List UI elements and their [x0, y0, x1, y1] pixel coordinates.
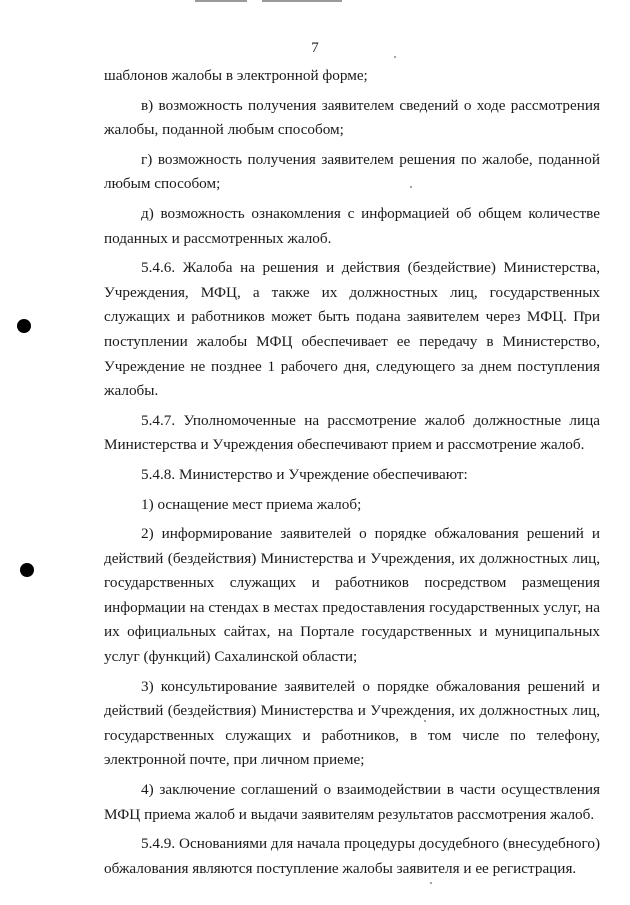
punch-hole-icon — [20, 563, 34, 577]
paragraph: 4) заключение соглашений о взаимодействии в части осуществления МФЦ приема жалоб и выдачи заявителям результатов рассмотрения жалоб. — [104, 781, 600, 823]
paragraph: 5.4.8. Министерство и Учреждение обеспечивают: — [141, 465, 468, 483]
document-body — [104, 64, 600, 886]
paragraph: в) возможность получения заявителем сведений о ходе рассмотрения жалобы, поданной любым способом; — [104, 96, 600, 139]
paragraph: г) возможность получения заявителем решения по жалобе, поданной любым способом; — [104, 150, 600, 193]
paragraph: 5.4.7. Уполномоченные на рассмотрение жалоб должностные лица Министерства и Учреждения обеспечивают прием и рассмотрение жалоб. — [104, 411, 600, 454]
paragraph: 1) оснащение мест приема жалоб; — [141, 495, 362, 513]
paragraph: шаблонов жалобы в электронной форме; — [104, 67, 368, 84]
scan-edge-mark — [195, 0, 247, 2]
punch-hole-icon — [17, 319, 31, 333]
scan-edge-mark — [262, 0, 342, 2]
paragraph: 2) информирование заявителей о порядке обжалования решений и действий (бездействия) Министерства и Учреждения, их должностных лиц, государственных служащих и работников посредством размещения информации на стендах в местах предоставления государственных услуг, на их официальных сайтах, на Портале государственных и муниципальных услуг (функций) Сахалинской области; — [104, 525, 600, 666]
paragraph: д) возможность ознакомления с информацией об общем количестве поданных и рассмотренных жалоб. — [104, 204, 600, 247]
page-number: 7 — [311, 40, 319, 56]
scan-speck — [394, 56, 396, 58]
paragraph: 5.4.9. Основаниями для начала процедуры досудебного (внесудебного) обжалования являются поступление жалобы заявителя и ее регистрация. — [104, 835, 600, 877]
paragraph: 5.4.6. Жалоба на решения и действия (бездействие) Министерства, Учреждения, МФЦ, а также их должностных лиц, государственных служащих и работников может быть подана заявителем через МФЦ. При поступлении жалобы МФЦ обеспечивает ее передачу в Министерство, Учреждение не позднее 1 рабочего дня, следующего за днем поступления жалобы. — [104, 259, 600, 400]
paragraph: 3) консультирование заявителей о порядке обжалования решений и действий (бездействия) Министерства и Учреждения, их должностных лиц, государственных служащих и работников, в том числе по телефону, электронной почте, при личном приеме; — [104, 677, 600, 769]
